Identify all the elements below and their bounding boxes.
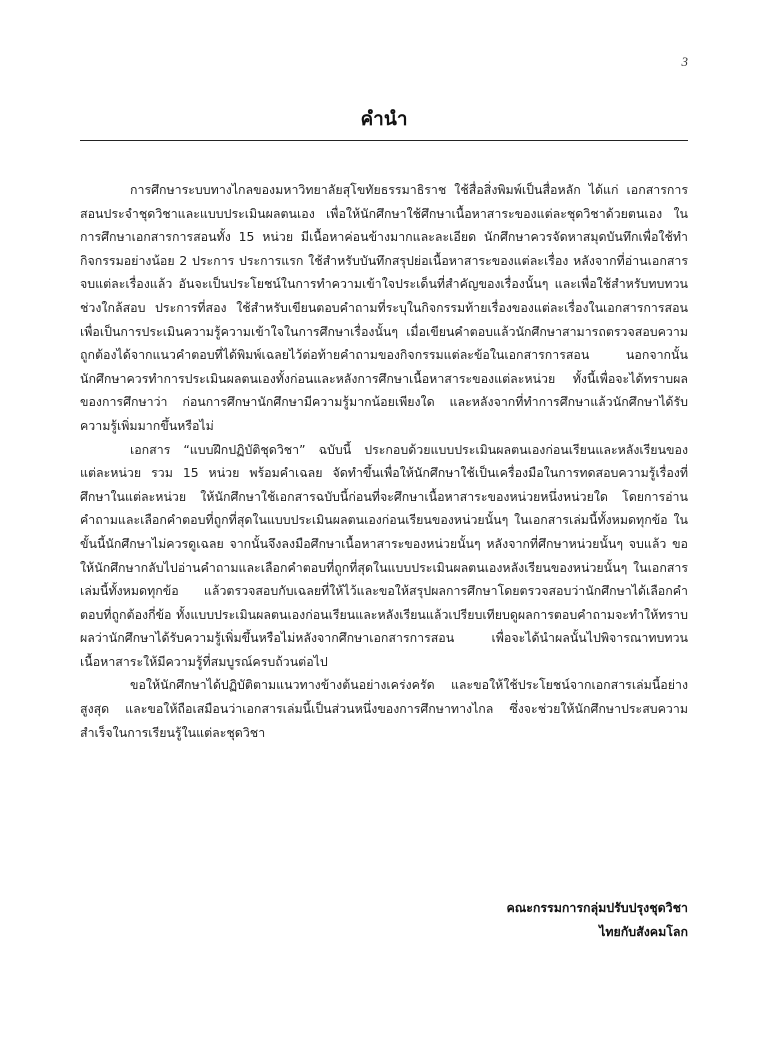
- paragraph-1: การศึกษาระบบทางไกลของมหาวิทยาลัยสุโขทัยธรรมาธิราช ใช้สื่อสิ่งพิมพ์เป็นสื่อหลัก ได้แก่ เอกสารการสอนประจำชุดวิชาและแบบประเมินผลตนเอง เพื่อให้นักศึกษาใช้ศึกษาเนื้อหาสาระของแต่ละชุดวิชาด้วยตนเอง ในการศึกษาเอกสารการสอนทั้ง 15 หน่วย มีเนื้อหาค่อนข้างมากและละเอียด นักศึกษาควรจัดหาสมุดบันทึกเพื่อใช้ทำกิจกรรมอย่างน้อย 2 ประการ ประการแรก ใช้สำหรับบันทึกสรุปย่อเนื้อหาสาระของแต่ละเรื่อง หลังจากที่อ่านเอกสารจบแต่ละเรื่องแล้ว อันจะเป็นประโยชน์ในการทำความเข้าใจประเด็นที่สำคัญของเรื่องนั้นๆ และเพื่อใช้สำหรับทบทวนช่วงใกล้สอบ ประการที่สอง ใช้สำหรับเขียนตอบคำถามที่ระบุในกิจกรรมท้ายเรื่องของแต่ละเรื่องในเอกสารการสอน เพื่อเป็นการประเมินความรู้ความเข้าใจในการศึกษาเรื่องนั้นๆ เมื่อเขียนคำตอบแล้วนักศึกษาสามารถตรวจสอบความถูกต้องได้จากแนวคำตอบที่ได้พิมพ์เฉลยไว้ต่อท้ายคำถามของกิจกรรมแต่ละข้อในเอกสารการสอน นอกจากนั้น นักศึกษาควรทำการประเมินผลตนเองทั้งก่อนและหลังการศึกษาเนื้อหาสาระของแต่ละหน่วย ทั้งนี้เพื่อจะได้ทราบผลของการศึกษาว่า ก่อนการศึกษานักศึกษามีความรู้มากน้อยเพียงใด และหลังจากที่ทำการศึกษาแล้วนักศึกษาได้รับความรู้เพิ่มมากขึ้นหรือไม่: [80, 182, 688, 433]
- title-underline: [80, 140, 688, 141]
- preface-body: [80, 178, 688, 744]
- paragraph-3: ขอให้นักศึกษาได้ปฏิบัติตามแนวทางข้างต้นอย่างเคร่งครัด และขอให้ใช้ประโยชน์จากเอกสารเล่มนี้อย่างสูงสุด และขอให้ถือเสมือนว่าเอกสารเล่มนี้เป็นส่วนหนึ่งของการศึกษาทางไกล ซึ่งจะช่วยให้นักศึกษาประสบความสำเร็จในการเรียนรู้ในแต่ละชุดวิชา: [80, 677, 688, 740]
- page-number: 3: [681, 54, 688, 69]
- signature-course: ไทยกับสังคมโลก: [599, 924, 688, 939]
- signature-committee: คณะกรรมการกลุ่มปรับปรุงชุดวิชา: [506, 900, 688, 915]
- paragraph-2: เอกสาร “แบบฝึกปฏิบัติชุดวิชา” ฉบับนี้ ประกอบด้วยแบบประเมินผลตนเองก่อนเรียนและหลังเรียนของแต่ละหน่วย รวม 15 หน่วย พร้อมคำเฉลย จัดทำขึ้นเพื่อให้นักศึกษาใช้เป็นเครื่องมือในการทดสอบความรู้เรื่องที่ศึกษาในแต่ละหน่วย ให้นักศึกษาใช้เอกสารฉบับนี้ก่อนที่จะศึกษาเนื้อหาสาระของหน่วยหนึ่งหน่วยใด โดยการอ่านคำถามและเลือกคำตอบที่ถูกที่สุดในแบบประเมินผลตนเองก่อนเรียนของหน่วยนั้นๆ ในเอกสารเล่มนี้ทั้งหมดทุกข้อ ในขั้นนี้นักศึกษาไม่ควรดูเฉลย จากนั้นจึงลงมือศึกษาเนื้อหาสาระของหน่วยนั้นๆ หลังจากที่ศึกษาหน่วยนั้นๆ จบแล้ว ขอให้นักศึกษากลับไปอ่านคำถามและเลือกคำตอบที่ถูกที่สุดในแบบประเมินผลตนเองหลังเรียนของหน่วยนั้นๆ ในเอกสารเล่มนี้ทั้งหมดทุกข้อ แล้วตรวจสอบกับเฉลยที่ให้ไว้และขอให้สรุปผลการศึกษาโดยตรวจสอบว่านักศึกษาได้เลือกคำตอบที่ถูกต้องกี่ข้อ ทั้งแบบประเมินผลตนเองก่อนเรียนและหลังเรียนแล้วเปรียบเทียบดูผลการตอบคำถามจะทำให้ทราบผลว่านักศึกษาได้รับความรู้เพิ่มขึ้นหรือไม่หลังจากศึกษาเอกสารการสอน เพื่อจะได้นำผลนั้นไปพิจารณาทบทวนเนื้อหาสาระให้มีความรู้ที่สมบูรณ์ครบถ้วนต่อไป: [80, 441, 688, 669]
- page-title: คำนำ: [360, 108, 408, 130]
- signature-block: [506, 896, 688, 944]
